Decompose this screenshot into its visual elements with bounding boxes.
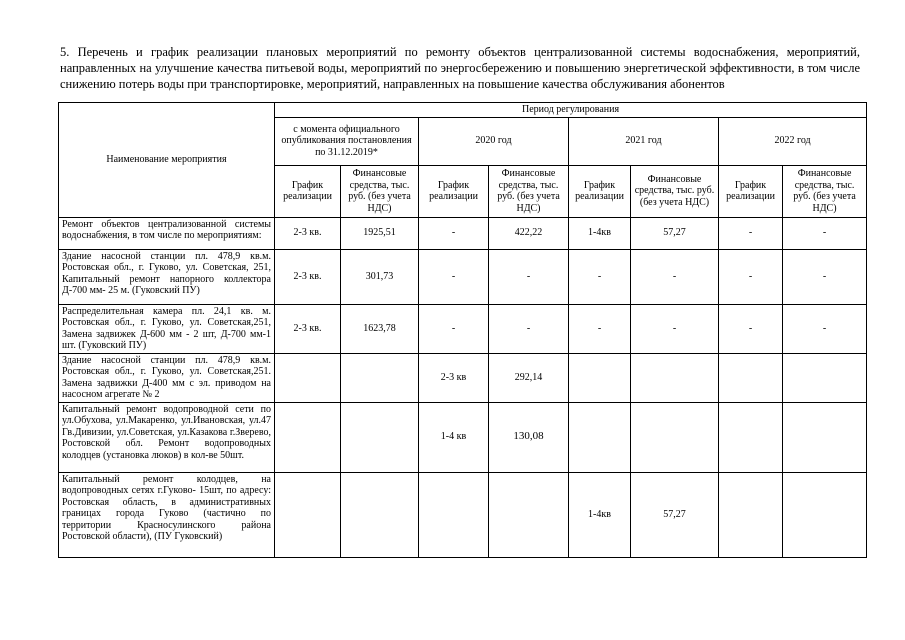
- table-cell: 1623,78: [341, 304, 419, 353]
- header-period-2020: 2020 год: [419, 117, 569, 165]
- plan-table: [58, 102, 867, 558]
- table-cell: 1-4 кв: [419, 402, 489, 472]
- table-cell: [341, 472, 419, 557]
- table-cell: 57,27: [631, 472, 719, 557]
- table-cell: 1-4кв: [569, 472, 631, 557]
- table-cell: -: [783, 304, 867, 353]
- table-row: [59, 249, 867, 304]
- table-cell: [631, 402, 719, 472]
- table-cell: [783, 472, 867, 557]
- table-cell: -: [419, 304, 489, 353]
- activity-name: Распределительная камера пл. 24,1 кв. м. Ростовская обл., г. Гуково, ул. Советская,251, Замена задвижек Д-600 мм - 2 шт, Д-700 мм-1 шт. (Гуковский ПУ): [59, 304, 275, 353]
- header-finance: Финансовые средства, тыс. руб. (без учета НДС): [489, 165, 569, 217]
- table-cell: -: [489, 249, 569, 304]
- activity-name: Здание насосной станции пл. 478,9 кв.м. Ростовская обл., г. Гуково, ул. Советская, 251, Капитальный ремонт напорного коллектора Д-700 мм- 25 м. (Гуковский ПУ): [59, 249, 275, 304]
- table-cell: -: [631, 304, 719, 353]
- table-cell: [341, 402, 419, 472]
- table-cell: -: [783, 249, 867, 304]
- table-cell: 1925,51: [341, 217, 419, 249]
- header-period-2021: 2021 год: [569, 117, 719, 165]
- table-cell: -: [719, 217, 783, 249]
- table-cell: -: [631, 249, 719, 304]
- table-cell: [719, 402, 783, 472]
- activity-name: Капитальный ремонт колодцев, на водопроводных сетях г.Гуково- 15шт, по адресу: Ростовская область, в административных границах города Гуково (частично по территории Красносулинского района Ростовской области), (ПУ Гуковский): [59, 472, 275, 557]
- table-cell: [419, 472, 489, 557]
- table-cell: -: [419, 249, 489, 304]
- table-cell: 130,08: [489, 402, 569, 472]
- table-cell: [631, 353, 719, 402]
- table-cell: [489, 472, 569, 557]
- table-cell: [719, 353, 783, 402]
- table-row: [59, 402, 867, 472]
- table-cell: -: [719, 249, 783, 304]
- table-cell: -: [489, 304, 569, 353]
- table-cell: [783, 402, 867, 472]
- header-row-period: [59, 103, 867, 118]
- table-cell: 292,14: [489, 353, 569, 402]
- header-regulation-period: Период регулирования: [275, 103, 867, 118]
- activity-name: Капитальный ремонт водопроводной сети по ул.Обухова, ул.Макаренко, ул.Ивановская, ул.47 Гв.Дивизии, ул.Советская, ул.Казакова г.Зверево, Ростовской обл. Ремонт водопроводных колодцев (установка люков) в кол-ве 50шт.: [59, 402, 275, 472]
- table-cell: 2-3 кв: [419, 353, 489, 402]
- table-cell: 2-3 кв.: [275, 249, 341, 304]
- table-cell: 2-3 кв.: [275, 217, 341, 249]
- table-cell: -: [419, 217, 489, 249]
- table-cell: -: [719, 304, 783, 353]
- header-finance: Финансовые средства, тыс. руб. (без учета НДС): [631, 165, 719, 217]
- table-cell: -: [569, 304, 631, 353]
- table-cell: [275, 402, 341, 472]
- table-cell: 57,27: [631, 217, 719, 249]
- header-period-2019: с момента официального опубликования постановления по 31.12.2019*: [275, 117, 419, 165]
- table-row: [59, 353, 867, 402]
- table-row: [59, 304, 867, 353]
- table-cell: [275, 353, 341, 402]
- header-finance: Финансовые средства, тыс. руб. (без учета НДС): [341, 165, 419, 217]
- table-cell: [275, 472, 341, 557]
- table-cell: -: [783, 217, 867, 249]
- document-heading: 5. Перечень и график реализации плановых мероприятий по ремонту объектов централизованной системы водоснабжения, мероприятий, направленных на улучшение качества питьевой воды, мероприятий по энергосбережению и повышению энергетической эффективности, в том числе снижению потерь воды при транспортировке, мероприятий, направленных на повышение качества обслуживания абонентов: [60, 45, 860, 91]
- table-cell: 422,22: [489, 217, 569, 249]
- activity-name: Ремонт объектов централизованной системы водоснабжения, в том числе по мероприятиям:: [59, 217, 275, 249]
- table-cell: [569, 353, 631, 402]
- table-cell: 2-3 кв.: [275, 304, 341, 353]
- header-period-2022: 2022 год: [719, 117, 867, 165]
- header-activity-name: Наименование мероприятия: [59, 103, 275, 218]
- table-cell: 1-4кв: [569, 217, 631, 249]
- header-finance: Финансовые средства, тыс. руб. (без учета НДС): [783, 165, 867, 217]
- header-schedule: График реализации: [569, 165, 631, 217]
- activity-name: Здание насосной станции пл. 478,9 кв.м. Ростовская обл., г. Гуково, ул. Советская,251. Замена задвижки Д-400 мм с эл. приводом на насосном агрегате № 2: [59, 353, 275, 402]
- table-cell: [783, 353, 867, 402]
- header-schedule: График реализации: [419, 165, 489, 217]
- table-cell: [719, 472, 783, 557]
- table-cell: 301,73: [341, 249, 419, 304]
- table-cell: -: [569, 249, 631, 304]
- table-row: [59, 472, 867, 557]
- header-schedule: График реализации: [275, 165, 341, 217]
- table-cell: [569, 402, 631, 472]
- header-schedule: График реализации: [719, 165, 783, 217]
- table-cell: [341, 353, 419, 402]
- table-row: [59, 217, 867, 249]
